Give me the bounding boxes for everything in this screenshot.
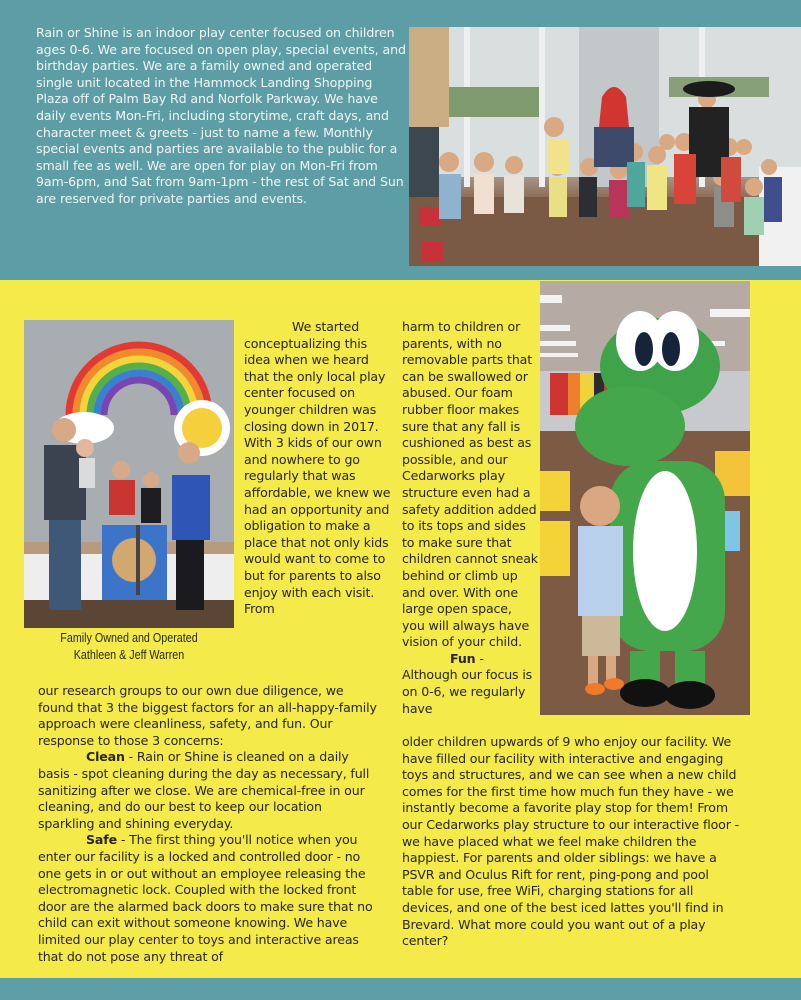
fun-paragraph	[402, 651, 538, 717]
clean-paragraph	[38, 749, 378, 832]
family-photo-image	[24, 320, 234, 628]
safe-text: - The first thing you'll notice when you enter our facility is a locked and controlled door - no one gets in or out without an employee releasing the electromagnetic lock. Coupled with the locked front door are the alarmed back doors to make sure that no child can exit without someone knowing. We have limited our play center to toys and interactive areas that do not pose any threat of	[38, 832, 373, 964]
article-research-paragraph: our research groups to our own due diligence, we found that 3 the biggest factors for an all-happy-family approach were cleanliness, safety, and fun. Our response to those 3 concerns:	[38, 683, 377, 748]
group-photo-costumed-characters-with-children	[409, 27, 801, 266]
fun-label: Fun	[450, 650, 476, 666]
bottom-teal-band	[0, 978, 801, 1000]
article-wide-block-left	[38, 683, 378, 965]
article-fun-continued: older children upwards of 9 who enjoy our facility. We have filled our facility with interactive and engaging toys and structures, and we can see when a new child comes for the first time how much fun they have - we instantly become a favorite play stop for them! From our Cedarworks play structure to our interactive floor - we have placed what we feel make children the happiest. For parents and older siblings: we have a PSVR and Oculus Rift for rent, ping-pong and pool table for use, free WiFi, charging stations for all devices, and one of the best iced lattes you'll find in Brevard. What more could you want out of a play center?	[402, 734, 739, 949]
yoshi-photo-image	[540, 281, 750, 715]
caption-line-2: Kathleen & Jeff Warren	[73, 648, 185, 662]
article-column-1	[244, 319, 394, 618]
family-photo-warren-family	[24, 320, 234, 628]
article-column-1-text: We started conceptualizing this idea when we heard that the only local play center focused on younger children was closing down in 2017. With 3 kids of our own and nowhere to go regularly that was affordable, we knew we had an opportunity and obligation to make a place that not only kids would want to come to but for parents to also enjoy with each visit. From	[244, 319, 391, 617]
caption-line-1: Family Owned and Operated	[60, 631, 198, 645]
family-photo-caption	[39, 630, 220, 664]
clean-text: - Rain or Shine is cleaned on a daily basis - spot cleaning during the day as necessary, full sanitizing after we close. We are chemical-free in our cleaning, and do our best to keep our location sparkling and shining everyday.	[38, 749, 370, 831]
clean-label: Clean	[86, 749, 125, 765]
safe-paragraph	[38, 832, 378, 965]
article-wide-block-right	[402, 734, 742, 950]
safe-label: Safe	[86, 832, 117, 848]
group-photo-image	[409, 27, 801, 266]
yoshi-costume-photo	[540, 281, 750, 715]
article-column-2-text: harm to children or parents, with no removable parts that can be swallowed or abused. Our foam rubber floor makes sure that any fall is cushioned as best as possible, and our Cedarworks play structure even had a safety addition added to its tops and sides to make sure that children cannot sneak behind or climb up and over. With one large open space, you will always have vision of your child.	[402, 319, 538, 650]
intro-paragraph: Rain or Shine is an indoor play center focused on children ages 0-6. We are focused on open play, special events, and birthday parties. We are a family owned and operated single unit located in the Hammock Landing Shopping Plaza off of Palm Bay Rd and Norfolk Parkway. We have daily events Mon-Fri, including storytime, craft days, and character meet & greets - just to name a few. Monthly special events and parties are available to the public for a small fee as well. We are open for play on Mon-Fri from 9am-6pm, and Sat from 9am-1pm - the rest of Sat and Sun are reserved for private parties and events.	[36, 25, 406, 206]
article-column-2	[402, 319, 538, 717]
fun-text: - Although our focus is on 0-6, we regularly have	[402, 650, 533, 716]
